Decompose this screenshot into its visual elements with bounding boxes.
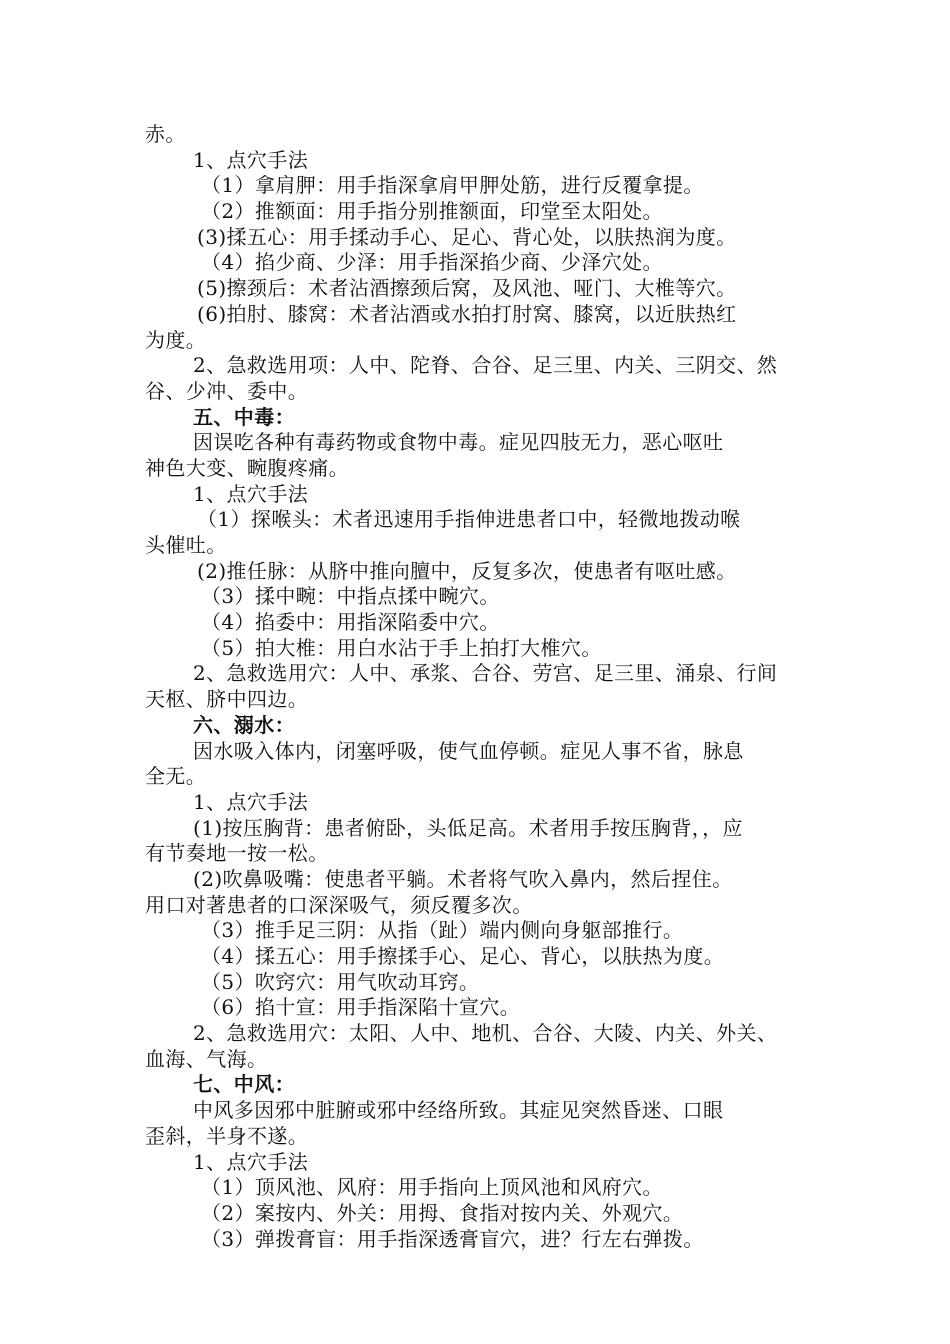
text-line: 谷、少冲、委中。: [145, 378, 309, 403]
text-line: 因水吸入体内，闭塞呼吸，使气血停顿。症见人事不省，脉息: [193, 738, 744, 763]
document-page: [145, 122, 815, 1252]
text-line: （4）掐少商、少泽：用手指深掐少商、少泽穴处。: [201, 250, 663, 275]
text-line: 1、点穴手法: [193, 1149, 309, 1174]
text-line: （3）揉中畹：中指点揉中畹穴。: [201, 584, 500, 609]
text-line: 头催吐。: [145, 533, 227, 557]
text-line: （6）掐十宣：用手指深陷十宣穴。: [201, 995, 521, 1020]
text-line: 因误吃各种有毒药物或食物中毒。症见四肢无力，恶心呕吐: [193, 430, 724, 455]
text-line: 歪斜，半身不遂。: [145, 1123, 309, 1148]
text-line: 赤。: [145, 122, 186, 146]
text-line: （4）揉五心：用手擦揉手心、足心、背心，以肤热为度。: [201, 944, 725, 968]
text-line: （5）拍大椎：用白水沾于手上拍打大椎穴。: [201, 635, 602, 660]
text-line: 全无。: [145, 764, 207, 789]
text-line: （4）掐委中：用指深陷委中穴。: [201, 610, 500, 635]
text-line: 有节奏地一按一松。: [145, 841, 329, 866]
text-line: 天枢、脐中四边。: [145, 687, 309, 712]
section-heading: 六、溺水：: [193, 712, 295, 737]
text-line: （2）案按内、外关：用拇、食指对按内关、外观穴。: [201, 1200, 684, 1225]
text-line: 血海、气海。: [145, 1046, 268, 1071]
text-line: (5)擦颈后：术者沾酒擦颈后窝，及风池、哑门、大椎等穴。: [197, 276, 737, 301]
text-line: 1、点穴手法: [193, 481, 309, 506]
text-line: (3)揉五心：用手揉动手心、足心、背心处，以肤热润为度。: [197, 224, 737, 249]
text-line: （5）吹窍穴：用气吹动耳窍。: [201, 969, 480, 994]
text-line: 2、急救选用穴：太阳、人中、地机、合谷、大陵、内关、外关、: [193, 1021, 778, 1046]
text-line: 用口对著患者的口深深吸气，须反覆多次。: [145, 892, 533, 917]
text-line: (2)吹鼻吸嘴：使患者平躺。术者将气吹入鼻内，然后捏住。: [193, 866, 733, 891]
section-heading: 五、中毒：: [193, 404, 295, 429]
text-line: (1)按压胸背：患者俯卧，头低足高。术者用手按压胸背，，应: [193, 815, 743, 840]
text-line: 中风多因邪中脏腑或邪中经络所致。其症见突然昏迷、口眼: [193, 1098, 724, 1123]
text-line: （1）探喉头：术者迅速用手指伸进患者口中，轻微地拨动喉: [197, 507, 741, 532]
text-line: 2、急救选用穴：人中、承浆、合谷、劳宫、足三里、涌泉、行间: [193, 661, 778, 686]
text-line: 神色大变、畹腹疼痛。: [145, 455, 349, 480]
text-line: （3）推手足三阴：从指（趾）端内侧向身躯部推行。: [201, 918, 684, 943]
text-line: （1）拿肩胛：用手指深拿肩甲胛处筋，进行反覆拿提。: [201, 173, 704, 198]
text-line: (6)拍肘、膝窝：术者沾酒或水拍打肘窝、膝窝，以近肤热红: [197, 301, 737, 326]
text-line: 为度。: [145, 327, 207, 352]
text-line: 1、点穴手法: [193, 789, 309, 814]
text-line: (2)推任脉：从脐中推向膻中，反复多次，使患者有呕吐感。: [197, 558, 737, 583]
text-line: 1、点穴手法: [193, 147, 309, 172]
text-line: （1）顶风池、风府：用手指向上顶风池和风府穴。: [201, 1175, 663, 1200]
text-line: （3）弹拨膏盲：用手指深透膏盲穴，进？行左右弹拨。: [201, 1226, 704, 1251]
section-heading: 七、中风：: [193, 1072, 295, 1097]
text-line: （2）推额面：用手指分别推额面，印堂至太阳处。: [201, 199, 663, 224]
text-line: 2、急救选用项：人中、陀脊、合谷、足三里、内关、三阴交、然: [193, 353, 778, 378]
